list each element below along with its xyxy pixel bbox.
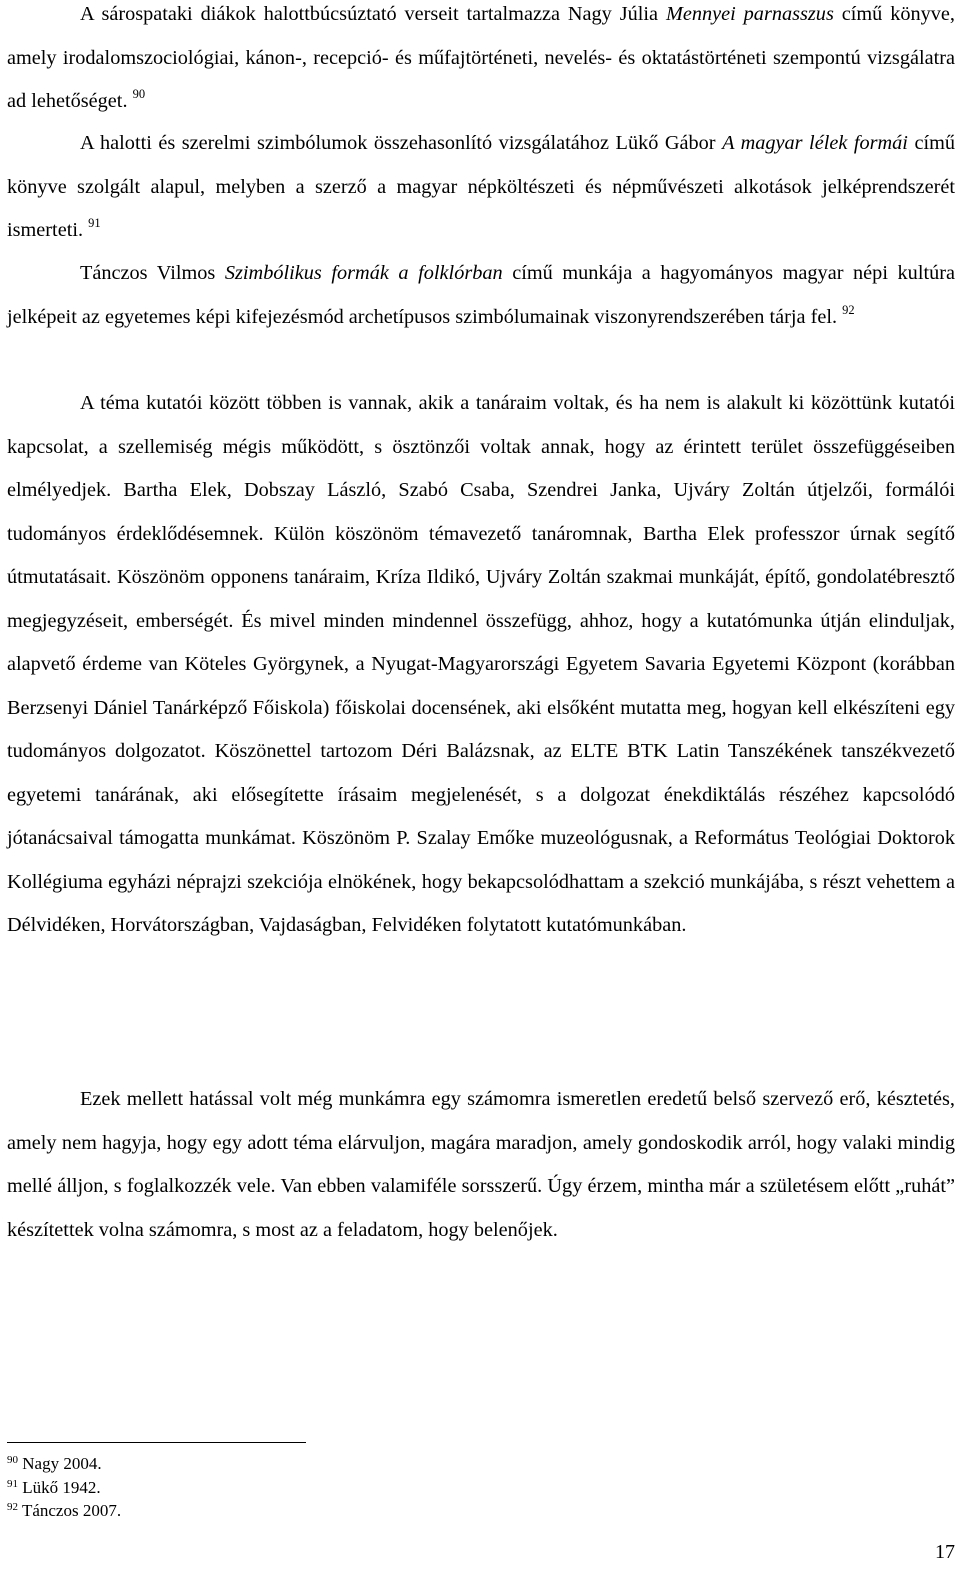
paragraph-text: című munkája a hagyományos magyar népi kultúra jelképeit az egyetemes képi kifejezésmód archetípusos szimbólumainak viszonyrendszerében tárja fel. [7,262,955,328]
footnote-91 [7,1476,607,1500]
footnote-text: Lükő 1942. [18,1477,101,1497]
footnote-reference-90[interactable]: 90 [132,87,146,101]
footnotes-section [7,1452,607,1523]
footnote-reference-91[interactable]: 91 [88,216,101,230]
paragraph-text: A sárospataki diákok halottbúcsúztató verseit tartalmazza Nagy Júlia [80,3,666,25]
paragraph-text: című könyve szolgált alapul, melyben a szerző a magyar népköltészeti és népművészeti alkotások jelképrendszerét ismerteti. [7,132,955,241]
footnote-number: 91 [7,1477,18,1490]
footnote-text: Nagy 2004. [18,1454,102,1473]
footnote-separator-rule [7,1442,306,1443]
footnote-reference-92[interactable]: 92 [842,302,855,317]
footnote-text: Tánczos 2007. [18,1501,122,1520]
footnote-92 [7,1499,607,1523]
paragraph-inner-motivation: Ezek mellett hatással volt még munkámra egy számomra ismeretlen eredetű belső szervező erő, késztetés, amely nem hagyja, hogy egy adott téma elárvuljon, magára maradjon, amely gondoskodik arról, hogy valaki mindig mellé álljon, s foglalkozzék vele. Van ebben valamiféle sorsszerű. Úgy érzem, mintha már a születésem előtt „ruhát” készítettek volna számomra, s most az a feladatom, hogy belenőjek. [7,1088,955,1241]
paragraph-mennyei-parnasszus [7,0,955,124]
paragraph-acknowledgements: A téma kutatói között többen is vannak, akik a tanáraim voltak, és ha nem is alakult ki közöttünk kutatói kapcsolat, a szellemiség mégis működött, s ösztönzői voltak annak, hogy az érintett terület összefüggéseiben elmélyedjek. Bartha Elek, Dobszay László, Szabó Csaba, Szendrei Janka, Ujváry Zoltán útjelzői, formálói tudományos érdeklődésemnek. Külön köszönöm témavezető tanáromnak, Bartha Elek professzor úrnak segítő útmutatásait. Köszönöm opponens tanáraim, Kríza Ildikó, Ujváry Zoltán szakmai munkáját, építő, gondolatébresztő megjegyzéseit, emberségét. És mivel minden mindennel összefügg, ahhoz, hogy a kutatómunka útján elinduljak, alapvető érdeme van Köteles Györgynek, a Nyugat-Magyarországi Egyetem Savaria Egyetemi Központ (korábban Berzsenyi Dániel Tanárképző Főiskola) főiskolai docensének, aki elsőként mutatta meg, hogyan kell elkészíteni egy tudományos dolgozatot. Köszönettel tartozom Déri Balázsnak, az ELTE BTK Latin Tanszékének tanszékvezető egyetemi tanárának, aki elősegítette írásaim megjelenését, s a dolgozat énekdiktálás részéhez kapcsolódó jótanácsaival támogatta munkámat. Köszönöm P. Szalay Emőke muzeológusnak, a Református Teológiai Doktorok Kollégiuma egyházi néprajzi szekciója elnökének, hogy bekapcsolódhattam a szekció munkájába, s részt vehettem a Délvidéken, Horvátországban, Vajdaságban, Felvidéken folytatott kutatómunkában. [7,392,955,936]
footnote-number: 92 [7,1501,18,1513]
page-number: 17 [935,1541,955,1563]
paragraph-text: Tánczos Vilmos [80,262,225,284]
book-title-italic: Mennyei parnasszus [665,3,834,25]
book-title-italic: Szimbólikus formák a folklórban [224,262,503,284]
paragraph-luko-gabor [7,122,955,253]
footnote-number: 90 [7,1454,18,1466]
book-title-italic: A magyar lélek formái [722,132,908,154]
paragraph-tanczos-vilmos [7,252,955,339]
footnote-90 [7,1452,607,1476]
paragraph-text: című könyve, amely irodalomszociológiai, kánon-, recepció- és műfajtörténeti, nevelés- és oktatástörténeti szempontú vizsgálatra ad lehetőséget. [7,3,955,112]
paragraph-text: A halotti és szerelmi szimbólumok összehasonlító vizsgálatához Lükő Gábor [80,132,723,154]
